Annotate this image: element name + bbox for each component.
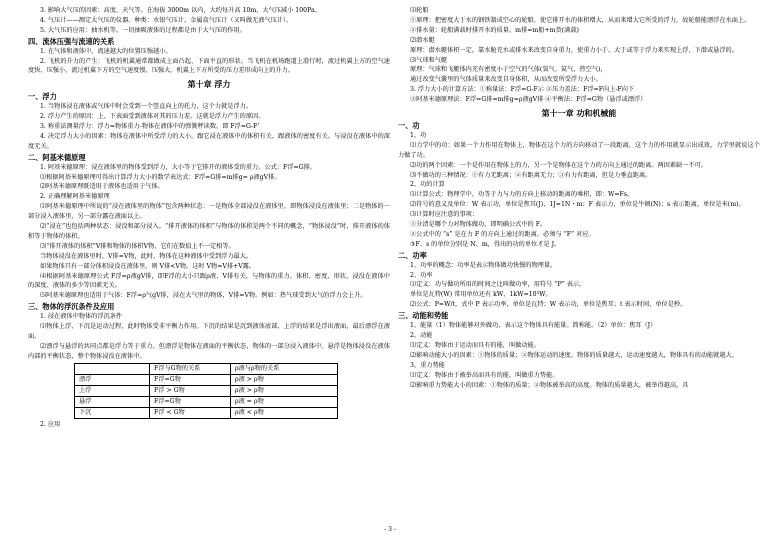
- table-cell: ρ液 = ρ物: [231, 396, 338, 407]
- text-line: 2、动能: [410, 332, 433, 339]
- text-line: ⑷根据阿基米德原理公式 F浮=ρ液gV排，即F浮的大小只跟ρ液、V排有关，与物体的重力、体积、密度、形状、浸没在液体中的深度、液体的多少等因素无关。: [28, 272, 390, 290]
- text-line: 1. 当物体浸在液体或气体中时会受到一个竖直向上的托力，这个力就是浮力。: [40, 103, 253, 111]
- table-header-cell: ρ液与ρ物的关系: [231, 363, 338, 374]
- table-cell: 上浮: [75, 385, 150, 396]
- table-cell: 下沉: [75, 407, 150, 418]
- table-cell: F浮 < G物: [150, 407, 231, 418]
- text-line: ⑵潜水艇: [410, 36, 435, 44]
- table-cell: 悬浮: [75, 396, 150, 407]
- right-column: [398, 6, 760, 390]
- text-line: ⑵影响重力势能大小的因素：①物体的质量；②物体被举高的高度。物体的质量越大，被举得越高，具: [410, 381, 689, 389]
- table-cell: 漂浮: [75, 374, 150, 385]
- text-line: ⑴定义：功与做功所用的时间之比叫做功率，用符号 “P” 表示。: [410, 281, 586, 289]
- text-line: ⑴阿基米德原理中所说的“浸在液体里的物体”包含两种状态：一是物体全部浸没在液体里，即物体浸没在液体里；二是物体的一部分浸入液体里，另一部分露在液面以上。: [28, 203, 390, 221]
- table-header-row: [75, 363, 338, 374]
- text-line: ②公式中的 “s” 是在力 F 的方向上通过的距离，必须与 “F” 对应。: [410, 230, 595, 238]
- text-line: 4. 气压计——测定大气压的仪器。种类：水银气压计、金属盒气压计（又叫做无液气压计）。: [40, 16, 293, 24]
- left-column: [28, 6, 390, 430]
- text-line: ②排水量：轮船满载时排开水的质量。m排=m船+m货(满载): [410, 26, 579, 34]
- section-heading: 三、物体的浮沉条件及应用: [28, 302, 115, 312]
- text-line: 如果物体只有一部分体积浸没在液体里，则 V排<V物，这时 V物=V排+V露。: [40, 262, 256, 270]
- text-line: 1、能量（1）物体能够对外做功，表示这个物体具有能量。简称能。（2）单位：焦耳（J）: [410, 322, 657, 330]
- table-cell: ρ液 > ρ物: [231, 385, 338, 396]
- text-line: 原理：气球和飞艇体内充有密度小于空气的气体(氢气、氦气、热空气)，: [410, 66, 607, 74]
- text-line: ⑴物体上浮、下沉是运动过程，此时物体受非平衡力作用。下沉的结果是沉到液体底部，上浮的结果是浮出液面，最后漂浮在液面。: [28, 323, 390, 340]
- text-line: 1. 阿基米德原理：浸在液体里的物体受到浮力，大小等于它排开的液体受的重力。公式：F浮=G排。: [40, 163, 316, 171]
- section-heading: 二、阿基米德原理: [28, 152, 86, 162]
- table-header-cell: [75, 363, 150, 374]
- text-line: ⑴根据阿基米德原理可得出计算浮力大小的数学表达式：F浮=G排=m排g= ρ液gV排。: [40, 173, 281, 181]
- text-line: 2、功的计算: [410, 181, 445, 189]
- float-sink-table: [74, 363, 338, 419]
- table-cell: F浮=G物: [150, 374, 231, 385]
- text-line: 通过改变气囊里的气体质量来改变自身体积，从而改变所受浮力大小。: [410, 76, 602, 84]
- section-heading: 三、动能和势能: [398, 311, 449, 321]
- chapter-title: 第十一章 功和机械能: [541, 108, 617, 119]
- text-line: 3. 浮力大小的计算方法：①称量法：F浮=G-F示 ②压力差法：F浮=F向上-F向下: [410, 86, 635, 94]
- text-line: 1. 浸在液体中物体的浮沉条件: [40, 313, 123, 321]
- text-line: 3、重力势能: [410, 361, 445, 369]
- section-heading: 二、功率: [398, 250, 427, 260]
- text-line: ①原理：把密度大于水的钢铁制成空心的轮船，使它排开水的体积增大，从而来增大它所受的浮力，故轮船能漂浮在水面上。: [410, 16, 751, 24]
- table-cell: ρ液 < ρ物: [231, 407, 338, 418]
- text-line: ⑵公式：P=W/t，式中 P 表示功率，单位是瓦特；W 表示功，单位是焦耳；t 表示时间，单位是秒。: [410, 301, 687, 309]
- text-line: 单位是瓦特(W) 常用单位还有 kW，1kW=10³W。: [410, 291, 552, 299]
- text-line: 4. 决定浮力大小的因素：物体在液体中所受浮力的大小，跟它浸在液体中的体积有关，跟液体的密度有关。与浸没在液体中的深度无关。: [28, 132, 390, 150]
- text-line: 3. 影响大气压的因素：高度、天气等。在海拔 3000m 以内，大约每升高 10m，大气压减小 100Pa。: [40, 7, 321, 14]
- text-line: ⑵符号的意义及单位：W 表示功，单位是焦耳(J)，1J=1N・m；F 表示力，单位是牛顿(N)；s 表示距离，单位是米(m)。: [410, 201, 745, 209]
- text-line: ⑵影响动能大小的因素：①物体的质量；②物体运动的速度。物体的质量越大，运动速度越大，物体具有的动能就越大。: [410, 351, 738, 359]
- table-row: [75, 407, 338, 418]
- text-line: ⑶计算时应注意的事项：: [410, 211, 479, 219]
- text-line: ⑴轮船: [410, 7, 429, 14]
- table-row: [75, 385, 338, 396]
- text-line: 当物体浸没在液体里时，V排=V物，此时，物体在这种液体中受到浮力最大。: [40, 252, 253, 260]
- table-header-cell: F浮与G物的关系: [150, 363, 231, 374]
- text-line: 2、功率: [410, 271, 433, 279]
- text-line: ⑴定义：物体由于被举高而具有的能，叫做重力势能。: [410, 371, 559, 379]
- text-line: ⑴定义：物体由于运动而具有的能，叫做动能。: [410, 341, 540, 349]
- text-line: ③阿基米德原理法：F浮=G排=m排g=ρ液gV排 ④平衡法：F浮=G物（悬浮或漂浮）: [410, 96, 647, 104]
- table-cell: F浮=G物: [150, 396, 231, 407]
- text-line: 2. 应用: [40, 420, 61, 428]
- text-line: ⑸阿基米德原理也适用于气体：F浮=ρ气gV排，浸在大气里的物体，V排=V物。例如：热气球受到大气的浮力会上升。: [40, 292, 367, 300]
- table-cell: ρ液 > ρ物: [231, 374, 338, 385]
- table-row: [75, 374, 338, 385]
- section-heading: 一、功: [398, 120, 420, 130]
- text-line: ⑵功的两个因素：一个是作用在物体上的力，另一个是物体在这个力的方向上通过的距离。两因素缺一不可。: [410, 161, 707, 169]
- text-line: 1、功: [410, 131, 427, 139]
- text-line: ③F、s 的单位分别是 N、m，得出的功的单位才是 J。: [410, 240, 561, 248]
- text-line: ⑶“排开液体的体积”V排和物体的体积V物，它们在数值上不一定相等。: [40, 242, 235, 250]
- text-line: 1. 在气体和液体中，流速越大的位置压强越小。: [40, 47, 172, 55]
- text-line: 1、功率的概念：功率是表示物体做功快慢的物理量。: [410, 261, 557, 269]
- text-line: ⑴力学中的功：如果一个力作用在物体上，物体在这个力的方向移动了一段距离，这个力的作用就显示出成效，力学里就说这个力做了功。: [398, 141, 760, 159]
- table-row: [75, 396, 338, 407]
- section-heading: 一、浮力: [28, 92, 57, 102]
- chapter-title: 第十章 浮力: [187, 79, 231, 90]
- text-line: ⑵漂浮与悬浮的共同点都是浮力等于重力。但漂浮是物体在液面的平衡状态，物体的一部分浸入液体中。悬浮是物体浸没在液体内部的平衡状态，整个物体浸没在液体中。: [28, 342, 390, 360]
- page-number: - 3 -: [384, 526, 396, 533]
- text-line: ⑶气球和气艇: [410, 56, 448, 64]
- text-line: 5. 大气压的应用：抽水机等。一切抽吸液体的过程都是由于大气压的作用。: [40, 26, 246, 34]
- text-line: 2. 飞机的升力的产生：飞机的机翼通常都做成上面凸起、下面平直的形状。当飞机在机场跑道上滑行时，流过机翼上方的空气速度快、压强小，流过机翼下方的空气速度慢、压强大。机翼上下方所受的压力差形成向上的升力。: [28, 57, 390, 75]
- text-line: ①分清是哪个力对物体做功，即明确公式中的 F。: [410, 221, 547, 229]
- text-line: 3. 称重法测量浮力：浮力=物体重力-物体在液体中的弹簧秤读数，即 F浮=G-F': [40, 122, 260, 130]
- text-line: 原理：潜水艇体积一定，靠水舱充水或排水来改变自身重力，使重力小于、大于或等于浮力来实现上浮、下潜或悬浮的。: [410, 46, 738, 54]
- text-line: 2. 正确理解阿基米德原理: [40, 193, 110, 201]
- text-line: ⑶不做功的三种情况：①有力无距离；②有距离无力；③有力有距离，但是力垂直距离。: [410, 171, 652, 179]
- text-line: ⑵“浸在”也包括两种状态：浸没和部分浸入。“排开液体的体积”与物体的体积是两个不同的概念，“物体浸没”时，排开液体的体积等于物体的体积。: [28, 223, 390, 240]
- section-heading: 四、流体压强与流速的关系: [28, 36, 115, 46]
- text-line: 2. 浮力产生的原因：上、下表面受到液体对其的压力差。这就是浮力产生的原因。: [40, 113, 265, 121]
- text-line: ⑴计算公式：物理学中，功等于力与力的方向上移动的距离的乘积，即：W=Fs。: [410, 191, 634, 199]
- table-cell: F浮 > G物: [150, 385, 231, 396]
- text-line: ⑵阿基米德原理既适用于液体也适用于气体。: [40, 183, 164, 191]
